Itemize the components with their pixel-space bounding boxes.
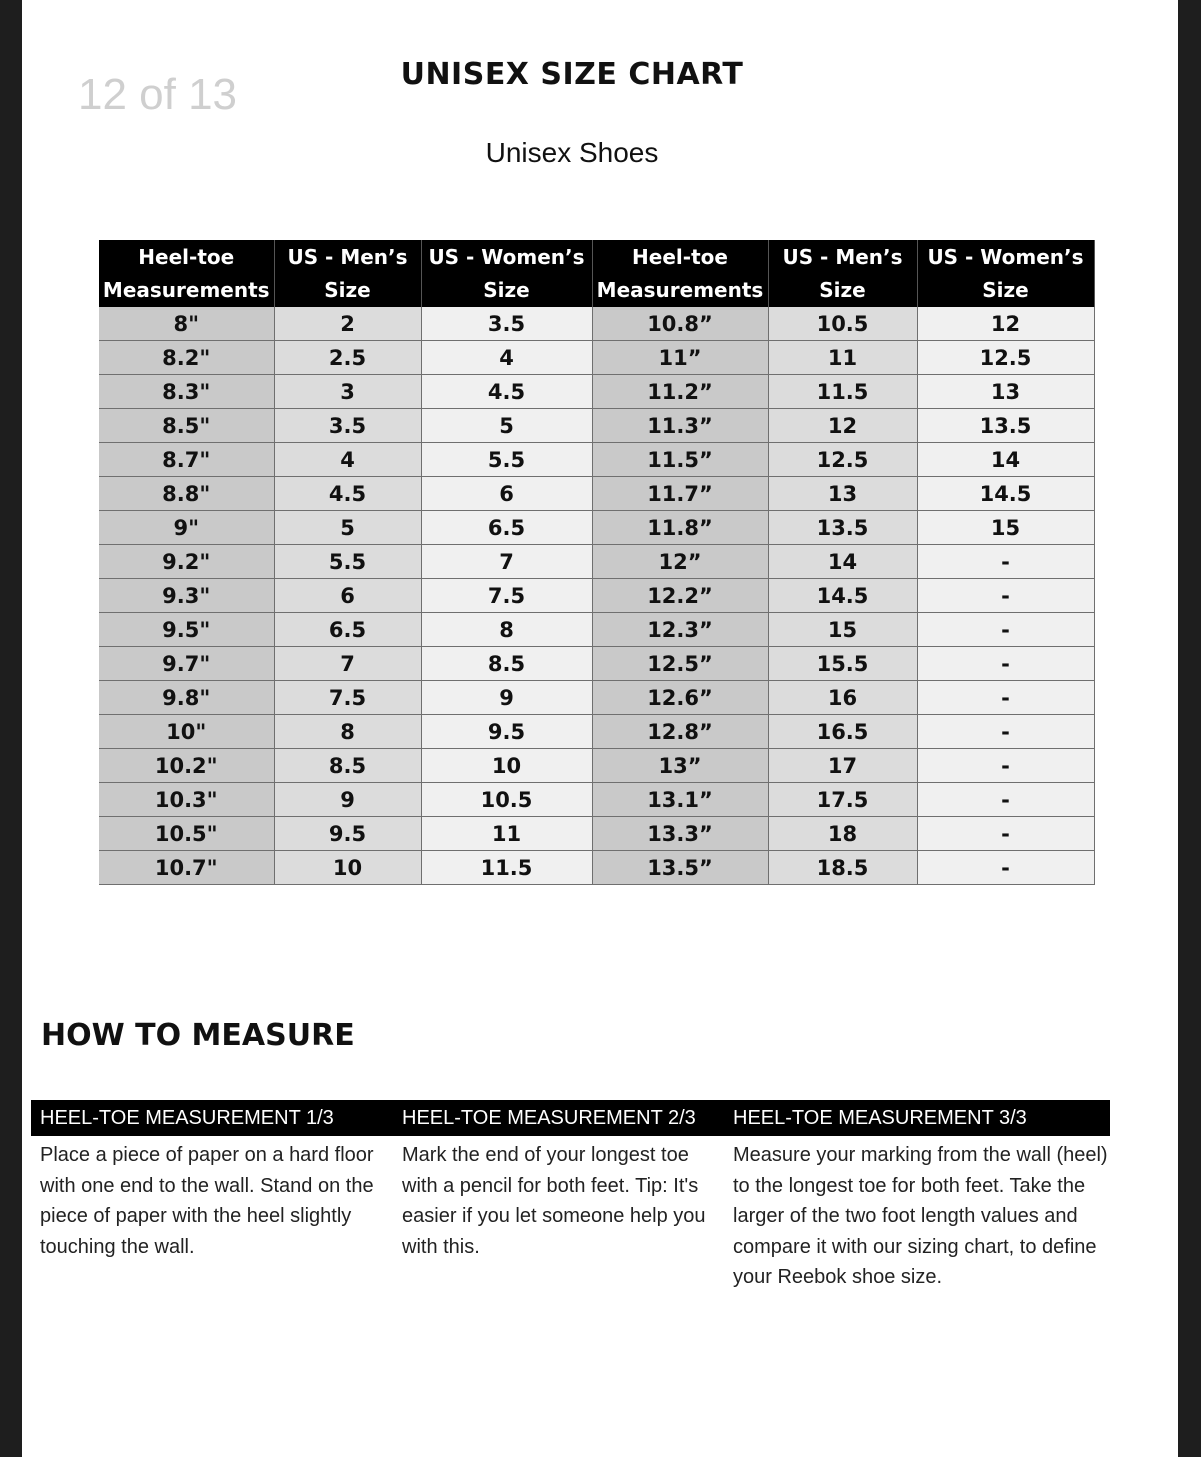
header-us-mens-2: US - Men’s Size bbox=[768, 240, 917, 307]
table-cell: 11” bbox=[592, 341, 768, 375]
table-cell: 7.5 bbox=[274, 681, 421, 715]
table-cell: 13.5 bbox=[768, 511, 917, 545]
table-cell: 8.3" bbox=[99, 375, 274, 409]
table-cell: 9.7" bbox=[99, 647, 274, 681]
table-cell: 15 bbox=[917, 511, 1094, 545]
table-cell: 11.5 bbox=[768, 375, 917, 409]
table-cell: - bbox=[917, 613, 1094, 647]
table-row bbox=[99, 545, 1094, 579]
table-cell: 9.3" bbox=[99, 579, 274, 613]
table-cell: 12.8” bbox=[592, 715, 768, 749]
table-cell: 9" bbox=[99, 511, 274, 545]
table-cell: 11.3” bbox=[592, 409, 768, 443]
table-cell: 13.5 bbox=[917, 409, 1094, 443]
table-cell: 10.5 bbox=[421, 783, 592, 817]
table-cell: - bbox=[917, 817, 1094, 851]
measure-step-heading: HEEL-TOE MEASUREMENT 1/3 bbox=[40, 1107, 334, 1129]
table-cell: 11 bbox=[768, 341, 917, 375]
table-cell: - bbox=[917, 579, 1094, 613]
table-cell: 9.5" bbox=[99, 613, 274, 647]
table-cell: 15 bbox=[768, 613, 917, 647]
how-to-measure-title: HOW TO MEASURE bbox=[41, 1018, 355, 1053]
table-header-row bbox=[99, 240, 1094, 307]
table-cell: 8.5 bbox=[421, 647, 592, 681]
measure-step-text: Measure your marking from the wall (heel) to the longest toe for both feet. Take the larger of the two foot length values and compare it with our sizing chart, to define your Reebok shoe size. bbox=[733, 1144, 1108, 1288]
table-cell: 8 bbox=[274, 715, 421, 749]
document-page bbox=[22, 0, 1178, 1457]
table-cell: 12 bbox=[768, 409, 917, 443]
table-cell: 16 bbox=[768, 681, 917, 715]
table-cell: 12.6” bbox=[592, 681, 768, 715]
table-cell: 9 bbox=[421, 681, 592, 715]
table-row bbox=[99, 749, 1094, 783]
measure-step-1 bbox=[40, 1100, 380, 1262]
table-cell: 7.5 bbox=[421, 579, 592, 613]
table-cell: 11.2” bbox=[592, 375, 768, 409]
table-cell: 15.5 bbox=[768, 647, 917, 681]
table-cell: 11.8” bbox=[592, 511, 768, 545]
table-cell: 4.5 bbox=[421, 375, 592, 409]
page-subtitle: Unisex Shoes bbox=[485, 137, 659, 168]
table-row bbox=[99, 477, 1094, 511]
table-cell: 13” bbox=[592, 749, 768, 783]
table-cell: 9.8" bbox=[99, 681, 274, 715]
table-cell: 14.5 bbox=[768, 579, 917, 613]
table-row bbox=[99, 613, 1094, 647]
table-cell: - bbox=[917, 749, 1094, 783]
table-cell: 10.2" bbox=[99, 749, 274, 783]
table-cell: 9.5 bbox=[421, 715, 592, 749]
table-cell: 11.5 bbox=[421, 851, 592, 885]
table-cell: 2 bbox=[274, 307, 421, 341]
table-cell: 10.8” bbox=[592, 307, 768, 341]
header-us-womens-1: US - Women’s Size bbox=[421, 240, 592, 307]
table-cell: 5 bbox=[274, 511, 421, 545]
table-cell: 18 bbox=[768, 817, 917, 851]
header-heel-toe-1: Heel-toe Measurements bbox=[99, 240, 274, 307]
table-row bbox=[99, 817, 1094, 851]
measure-step-text: Place a piece of paper on a hard floor with one end to the wall. Stand on the piece of paper with the heel slightly touching the wall. bbox=[40, 1144, 374, 1258]
table-cell: 13.1” bbox=[592, 783, 768, 817]
table-cell: 13.3” bbox=[592, 817, 768, 851]
table-cell: 18.5 bbox=[768, 851, 917, 885]
table-cell: 4.5 bbox=[274, 477, 421, 511]
table-cell: 5 bbox=[421, 409, 592, 443]
table-row bbox=[99, 511, 1094, 545]
table-cell: 2.5 bbox=[274, 341, 421, 375]
table-cell: 16.5 bbox=[768, 715, 917, 749]
header-us-womens-2: US - Women’s Size bbox=[917, 240, 1094, 307]
table-cell: 10" bbox=[99, 715, 274, 749]
table-cell: 9.2" bbox=[99, 545, 274, 579]
table-cell: 5.5 bbox=[274, 545, 421, 579]
table-row bbox=[99, 715, 1094, 749]
table-cell: - bbox=[917, 851, 1094, 885]
table-cell: 12.5 bbox=[768, 443, 917, 477]
table-cell: - bbox=[917, 647, 1094, 681]
table-cell: 5.5 bbox=[421, 443, 592, 477]
table-cell: 4 bbox=[274, 443, 421, 477]
table-row bbox=[99, 375, 1094, 409]
table-cell: 12” bbox=[592, 545, 768, 579]
table-row bbox=[99, 409, 1094, 443]
table-cell: 8 bbox=[421, 613, 592, 647]
measure-step-2 bbox=[402, 1100, 712, 1262]
table-cell: 3 bbox=[274, 375, 421, 409]
table-cell: 6.5 bbox=[421, 511, 592, 545]
measure-step-3 bbox=[733, 1100, 1113, 1293]
table-cell: 10 bbox=[274, 851, 421, 885]
table-cell: 4 bbox=[421, 341, 592, 375]
table-cell: - bbox=[917, 681, 1094, 715]
table-cell: 12.3” bbox=[592, 613, 768, 647]
table-cell: 12.2” bbox=[592, 579, 768, 613]
table-cell: 11.7” bbox=[592, 477, 768, 511]
table-cell: 8.8" bbox=[99, 477, 274, 511]
table-cell: 12.5” bbox=[592, 647, 768, 681]
table-cell: 10.5 bbox=[768, 307, 917, 341]
table-row bbox=[99, 783, 1094, 817]
table-row bbox=[99, 307, 1094, 341]
table-row bbox=[99, 579, 1094, 613]
table-cell: 10.7" bbox=[99, 851, 274, 885]
table-cell: 17.5 bbox=[768, 783, 917, 817]
table-cell: 3.5 bbox=[274, 409, 421, 443]
table-cell: 12.5 bbox=[917, 341, 1094, 375]
table-cell: 10.5" bbox=[99, 817, 274, 851]
table-cell: - bbox=[917, 715, 1094, 749]
page-counter: 12 of 13 bbox=[78, 70, 238, 119]
table-cell: 7 bbox=[274, 647, 421, 681]
table-cell: 11 bbox=[421, 817, 592, 851]
table-cell: 13 bbox=[917, 375, 1094, 409]
measure-step-text: Mark the end of your longest toe with a pencil for both feet. Tip: It's easier if you let someone help you with this. bbox=[402, 1144, 706, 1258]
table-cell: 12 bbox=[917, 307, 1094, 341]
table-cell: 7 bbox=[421, 545, 592, 579]
table-cell: 8.5 bbox=[274, 749, 421, 783]
table-cell: 9.5 bbox=[274, 817, 421, 851]
table-cell: 6 bbox=[274, 579, 421, 613]
table-cell: 11.5” bbox=[592, 443, 768, 477]
table-cell: 17 bbox=[768, 749, 917, 783]
table-cell: 14 bbox=[768, 545, 917, 579]
table-row bbox=[99, 681, 1094, 715]
table-cell: 14 bbox=[917, 443, 1094, 477]
measure-step-heading: HEEL-TOE MEASUREMENT 3/3 bbox=[733, 1107, 1027, 1129]
table-cell: 9 bbox=[274, 783, 421, 817]
table-cell: 8.5" bbox=[99, 409, 274, 443]
table-cell: - bbox=[917, 545, 1094, 579]
table-cell: 8.2" bbox=[99, 341, 274, 375]
table-cell: 10 bbox=[421, 749, 592, 783]
table-cell: 3.5 bbox=[421, 307, 592, 341]
page-title: UNISEX SIZE CHART bbox=[400, 57, 744, 92]
table-cell: 6 bbox=[421, 477, 592, 511]
table-cell: 8.7" bbox=[99, 443, 274, 477]
table-cell: 8" bbox=[99, 307, 274, 341]
measure-step-heading: HEEL-TOE MEASUREMENT 2/3 bbox=[402, 1107, 696, 1129]
header-us-mens-1: US - Men’s Size bbox=[274, 240, 421, 307]
table-cell: - bbox=[917, 783, 1094, 817]
table-cell: 14.5 bbox=[917, 477, 1094, 511]
table-row bbox=[99, 341, 1094, 375]
table-row bbox=[99, 851, 1094, 885]
table-cell: 13 bbox=[768, 477, 917, 511]
table-row bbox=[99, 647, 1094, 681]
table-cell: 6.5 bbox=[274, 613, 421, 647]
table-cell: 13.5” bbox=[592, 851, 768, 885]
table-row bbox=[99, 443, 1094, 477]
table-cell: 10.3" bbox=[99, 783, 274, 817]
size-chart-table bbox=[99, 240, 1095, 885]
table-body bbox=[99, 307, 1094, 885]
header-heel-toe-2: Heel-toe Measurements bbox=[592, 240, 768, 307]
